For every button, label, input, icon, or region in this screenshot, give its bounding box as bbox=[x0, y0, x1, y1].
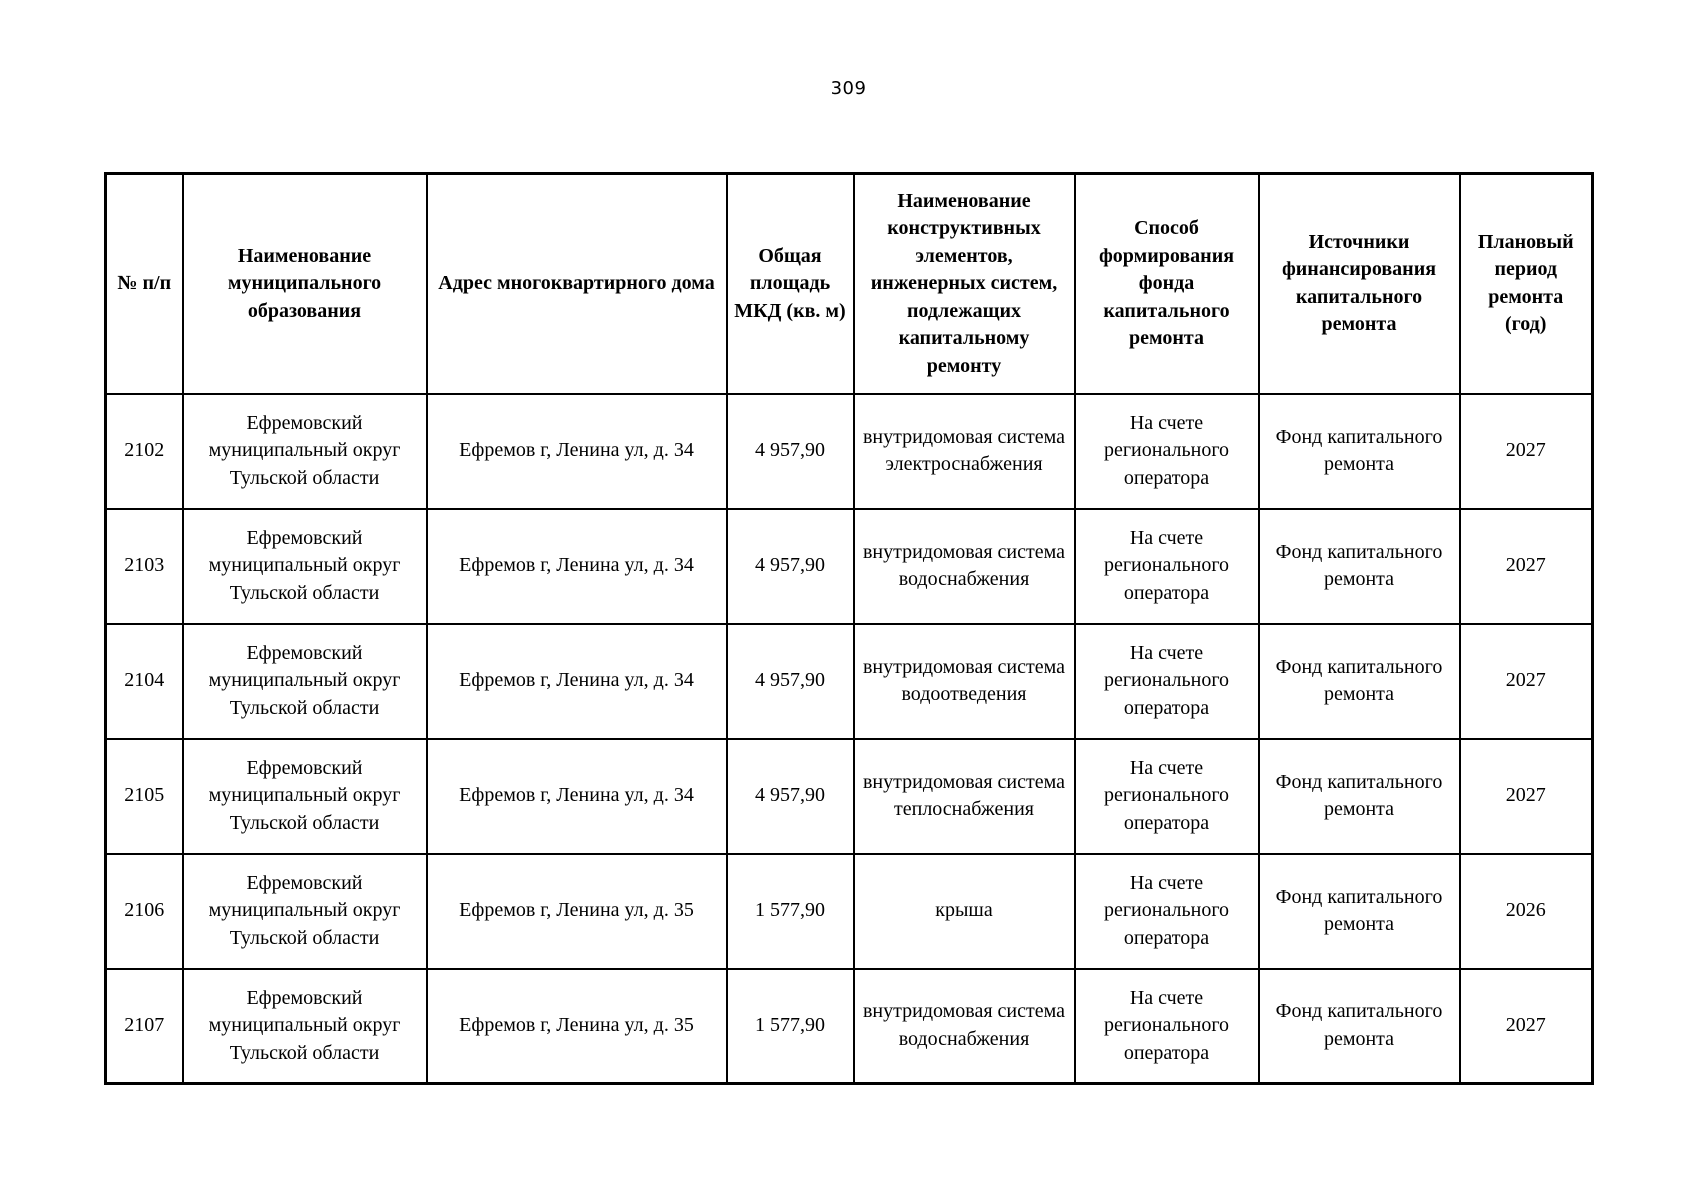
header-elements: Наименование конструктивных элементов, инженерных систем, подлежащих капитальному ремонту bbox=[854, 174, 1075, 394]
cell-method: На счете регионального оператора bbox=[1075, 509, 1259, 624]
cell-source: Фонд капитального ремонта bbox=[1259, 394, 1460, 509]
cell-municipality: Ефремовский муниципальный округ Тульской области bbox=[183, 509, 427, 624]
cell-address: Ефремов г, Ленина ул, д. 34 bbox=[427, 739, 727, 854]
header-method: Способ формирования фонда капитального ремонта bbox=[1075, 174, 1259, 394]
cell-period: 2027 bbox=[1460, 739, 1593, 854]
cell-address: Ефремов г, Ленина ул, д. 35 bbox=[427, 969, 727, 1084]
cell-municipality: Ефремовский муниципальный округ Тульской области bbox=[183, 739, 427, 854]
cell-period: 2027 bbox=[1460, 624, 1593, 739]
cell-area: 1 577,90 bbox=[727, 854, 854, 969]
cell-period: 2027 bbox=[1460, 394, 1593, 509]
cell-element: внутридомовая система теплоснабжения bbox=[854, 739, 1075, 854]
cell-method: На счете регионального оператора bbox=[1075, 739, 1259, 854]
cell-address: Ефремов г, Ленина ул, д. 34 bbox=[427, 394, 727, 509]
cell-number: 2104 bbox=[106, 624, 183, 739]
table-row bbox=[106, 394, 1593, 509]
cell-area: 4 957,90 bbox=[727, 739, 854, 854]
cell-source: Фонд капитального ремонта bbox=[1259, 739, 1460, 854]
cell-element: крыша bbox=[854, 854, 1075, 969]
cell-address: Ефремов г, Ленина ул, д. 35 bbox=[427, 854, 727, 969]
cell-address: Ефремов г, Ленина ул, д. 34 bbox=[427, 624, 727, 739]
header-source: Источники финансирования капитального ремонта bbox=[1259, 174, 1460, 394]
cell-municipality: Ефремовский муниципальный округ Тульской области bbox=[183, 969, 427, 1084]
page-number: 309 bbox=[830, 78, 867, 99]
cell-number: 2103 bbox=[106, 509, 183, 624]
table-row bbox=[106, 969, 1593, 1084]
cell-method: На счете регионального оператора bbox=[1075, 624, 1259, 739]
header-number: № п/п bbox=[106, 174, 183, 394]
capital-repair-table bbox=[104, 172, 1594, 1085]
cell-number: 2105 bbox=[106, 739, 183, 854]
table-header-row bbox=[106, 174, 1593, 394]
cell-method: На счете регионального оператора bbox=[1075, 394, 1259, 509]
cell-municipality: Ефремовский муниципальный округ Тульской области bbox=[183, 394, 427, 509]
header-municipality: Наименование муниципального образования bbox=[183, 174, 427, 394]
table-row bbox=[106, 854, 1593, 969]
cell-element: внутридомовая система электроснабжения bbox=[854, 394, 1075, 509]
cell-number: 2102 bbox=[106, 394, 183, 509]
table-row bbox=[106, 509, 1593, 624]
cell-area: 1 577,90 bbox=[727, 969, 854, 1084]
cell-address: Ефремов г, Ленина ул, д. 34 bbox=[427, 509, 727, 624]
cell-period: 2026 bbox=[1460, 854, 1593, 969]
cell-source: Фонд капитального ремонта bbox=[1259, 509, 1460, 624]
cell-period: 2027 bbox=[1460, 969, 1593, 1084]
table-row bbox=[106, 739, 1593, 854]
cell-number: 2106 bbox=[106, 854, 183, 969]
header-address: Адрес многоквартирного дома bbox=[427, 174, 727, 394]
header-area: Общая площадь МКД (кв. м) bbox=[727, 174, 854, 394]
cell-method: На счете регионального оператора bbox=[1075, 969, 1259, 1084]
cell-area: 4 957,90 bbox=[727, 509, 854, 624]
cell-element: внутридомовая система водоснабжения bbox=[854, 969, 1075, 1084]
cell-source: Фонд капитального ремонта bbox=[1259, 969, 1460, 1084]
cell-area: 4 957,90 bbox=[727, 394, 854, 509]
cell-municipality: Ефремовский муниципальный округ Тульской области bbox=[183, 854, 427, 969]
header-period: Плановый период ремонта (год) bbox=[1460, 174, 1593, 394]
cell-method: На счете регионального оператора bbox=[1075, 854, 1259, 969]
cell-number: 2107 bbox=[106, 969, 183, 1084]
cell-area: 4 957,90 bbox=[727, 624, 854, 739]
table-row bbox=[106, 624, 1593, 739]
cell-period: 2027 bbox=[1460, 509, 1593, 624]
cell-element: внутридомовая система водоотведения bbox=[854, 624, 1075, 739]
cell-source: Фонд капитального ремонта bbox=[1259, 854, 1460, 969]
cell-element: внутридомовая система водоснабжения bbox=[854, 509, 1075, 624]
cell-municipality: Ефремовский муниципальный округ Тульской области bbox=[183, 624, 427, 739]
cell-source: Фонд капитального ремонта bbox=[1259, 624, 1460, 739]
